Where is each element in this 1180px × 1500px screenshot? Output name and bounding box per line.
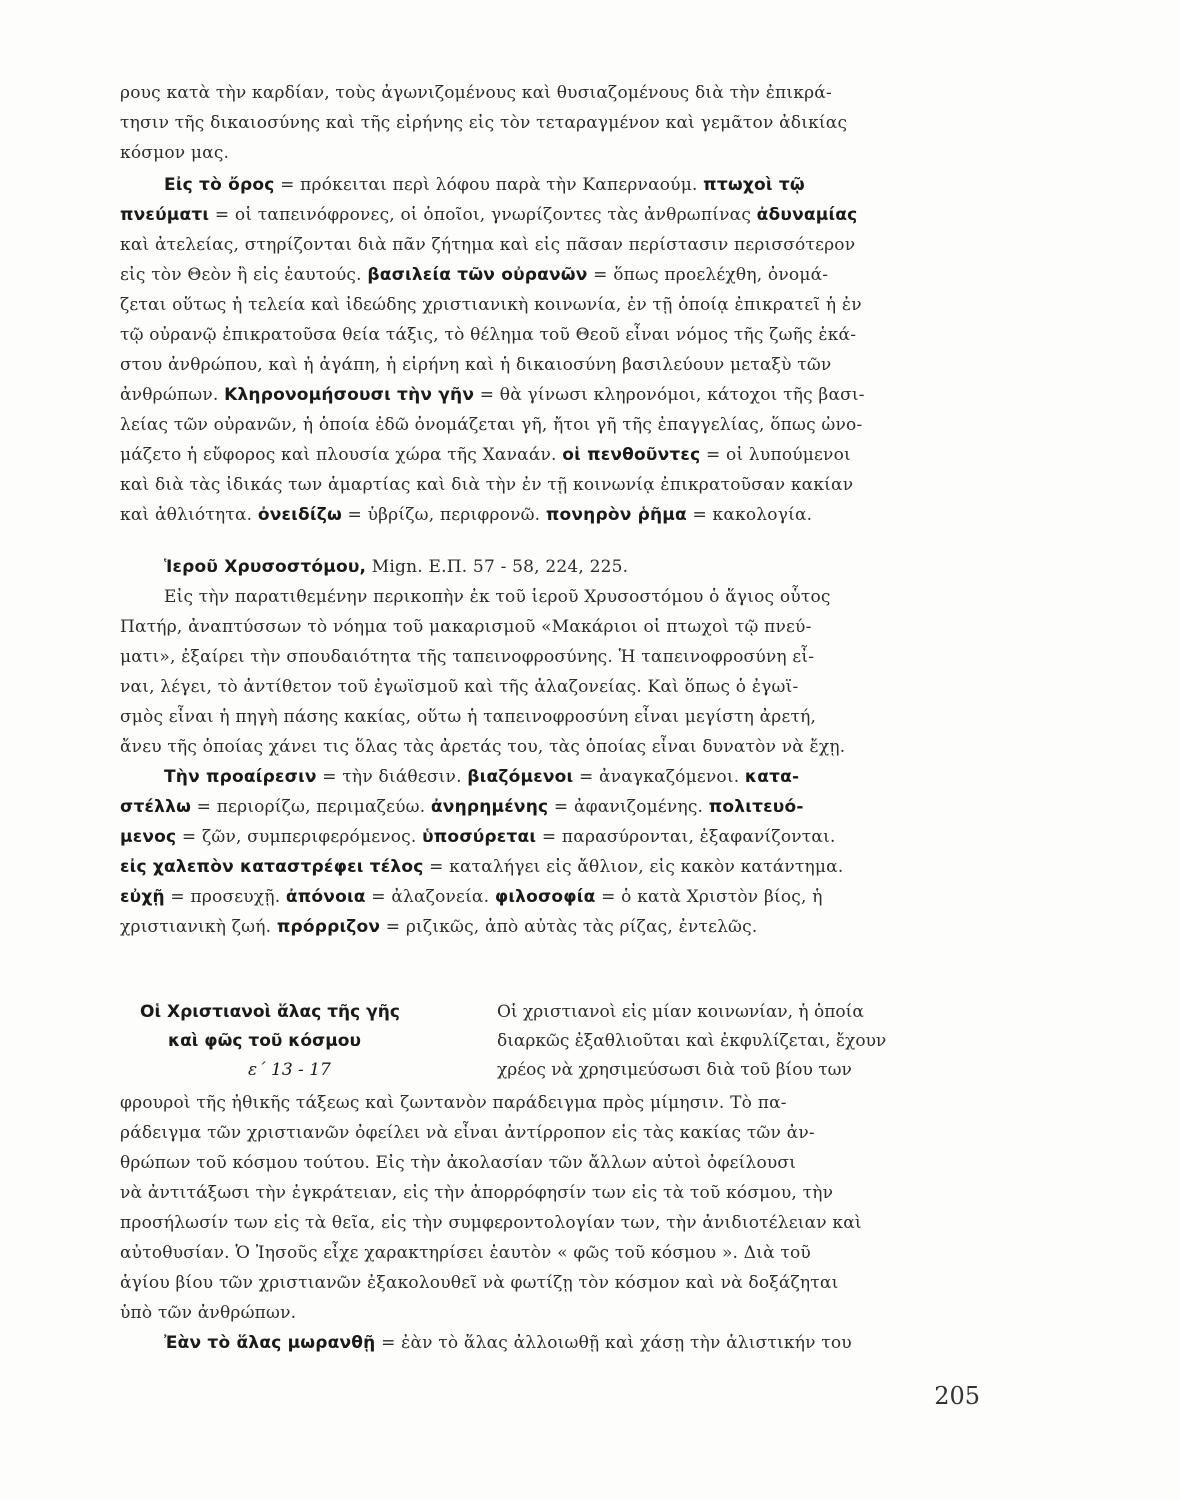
term: βασιλεία τῶν οὐρανῶν bbox=[367, 265, 588, 285]
text-line: ράδειγμα τῶν χριστιανῶν ὀφείλει νὰ εἶναι ἀντίρροπον εἰς τὰς κακίας τῶν ἀν- bbox=[120, 1123, 815, 1143]
definition: μάζετο ἡ εὔφορος καὶ πλουσία χώρα τῆς Χαναάν. bbox=[120, 445, 563, 465]
definition: = κακολογία. bbox=[686, 505, 813, 525]
text-line: αὐτοθυσίαν. Ὁ Ἰησοῦς εἶχε χαρακτηρίσει ἑαυτὸν « φῶς τοῦ κόσμου ». Διὰ τοῦ bbox=[120, 1243, 811, 1263]
intro-paragraph bbox=[120, 78, 990, 168]
glossary-line: καὶ ἀτελείας, στηρίζονται διὰ πᾶν ζήτημα καὶ εἰς πᾶσαν περίστασιν περισσότερον bbox=[120, 235, 856, 255]
term: εὐχῇ bbox=[120, 887, 165, 907]
glossary-line bbox=[120, 440, 990, 470]
text-line: ρους κατὰ τὴν καρδίαν, τοὺς ἀγωνιζομένους καὶ θυσιαζομένους διὰ τὴν ἐπικρά- bbox=[120, 83, 832, 103]
definition: = θὰ γίνωσι κληρονόμοι, κάτοχοι τῆς βασι- bbox=[474, 385, 865, 405]
term: πολιτευό- bbox=[708, 797, 804, 817]
section-heading-line-1: Οἱ Χριστιανοὶ ἅλας τῆς γῆς bbox=[140, 1002, 400, 1022]
glossary-line bbox=[120, 1328, 990, 1358]
term: βιαζόμενοι bbox=[467, 767, 574, 787]
glossary-line bbox=[120, 200, 990, 230]
text-line: ματι», ἐξαίρει τὴν σπουδαιότητα τῆς ταπεινοφροσύνης. Ἡ ταπεινοφροσύνη εἶ- bbox=[120, 647, 815, 667]
glossary-line bbox=[120, 852, 990, 882]
definition: = πρόκειται περὶ λόφου παρὰ τὴν Καπερναούμ. bbox=[274, 175, 704, 195]
text-line: ὑπὸ τῶν ἀνθρώπων. bbox=[120, 1303, 297, 1323]
glossary-line: στου ἀνθρώπου, καὶ ἡ ἀγάπη, ἡ εἰρήνη καὶ ἡ δικαιοσύνη βασιλεύουν μεταξὺ τῶν bbox=[120, 355, 832, 375]
definition: = ὅπως προελέχθη, ὀνομά- bbox=[587, 265, 829, 285]
term: κατα- bbox=[744, 767, 800, 787]
text-line: φρουροὶ τῆς ἠθικῆς τάξεως καὶ ζωντανὸν παράδειγμα πρὸς μίμησιν. Τὸ πα- bbox=[120, 1093, 787, 1113]
term: πτωχοὶ τῷ bbox=[703, 175, 805, 195]
term: φιλοσοφία bbox=[494, 887, 596, 907]
glossary-line bbox=[120, 380, 990, 410]
definition: = ὑβρίζω, περιφρονῶ. bbox=[341, 505, 546, 525]
term: στέλλω bbox=[120, 797, 192, 817]
text-line: ἁγίου βίου τῶν χριστιανῶν ἐξακολουθεῖ νὰ φωτίζῃ τὸν κόσμον καὶ νὰ δοξάζηται bbox=[120, 1273, 839, 1293]
text-line: σμὸς εἶναι ἡ πηγὴ πάσης κακίας, οὕτω ἡ ταπεινοφροσύνη εἶναι μεγίστη ἀρετή, bbox=[120, 707, 817, 727]
text-line: Εἰς τὴν παρατιθεμένην περικοπὴν ἐκ τοῦ ἱεροῦ Χρυσοστόμου ὁ ἅγιος οὗτος bbox=[164, 587, 831, 607]
text-line: χρέος νὰ χρησιμεύσωσι διὰ τοῦ βίου των bbox=[497, 1060, 852, 1080]
term: ὑποσύρεται bbox=[422, 827, 537, 847]
term: ἀδυναμίας bbox=[756, 205, 858, 225]
definition: εἰς τὸν Θεὸν ἢ εἰς ἑαυτούς. bbox=[120, 265, 368, 285]
text-line: ἄνευ τῆς ὁποίας χάνει τις ὅλας τὰς ἀρετάς του, τὰς ὁποίας εἶναι δυνατὸν νὰ ἔχῃ. bbox=[120, 737, 846, 757]
term: ὀνειδίζω bbox=[257, 505, 342, 525]
verse-reference: ε΄ 13 - 17 bbox=[248, 1060, 331, 1080]
term: εἰς χαλεπὸν καταστρέφει τέλος bbox=[120, 857, 424, 877]
term: πρόρριζον bbox=[276, 917, 381, 937]
definition: = ζῶν, συμπεριφερόμενος. bbox=[176, 827, 423, 847]
glossary-line bbox=[120, 762, 990, 792]
section-heading-line-2: καὶ φῶς τοῦ κόσμου bbox=[168, 1031, 361, 1051]
glossary-section-2 bbox=[120, 762, 990, 942]
glossary-section-1 bbox=[120, 170, 990, 530]
definition: = προσευχῇ. bbox=[164, 887, 286, 907]
definition: = παρασύρονται, ἐξαφανίζονται. bbox=[536, 827, 836, 847]
definition: = ριζικῶς, ἀπὸ αὐτὰς τὰς ρίζας, ἐντελῶς. bbox=[380, 917, 758, 937]
glossary-line bbox=[120, 882, 990, 912]
term: πονηρὸν ῥῆμα bbox=[545, 505, 687, 525]
glossary-line: καὶ διὰ τὰς ἰδικάς των ἁμαρτίας καὶ διὰ τὴν ἐν τῇ κοινωνίᾳ ἐπικρατοῦσαν κακίαν bbox=[120, 475, 854, 495]
definition: = ἀλαζονεία. bbox=[365, 887, 495, 907]
term: οἱ πενθοῦντες bbox=[562, 445, 701, 465]
definition: = ἀναγκαζόμενοι. bbox=[573, 767, 745, 787]
text-line: τησιν τῆς δικαιοσύνης καὶ τῆς εἰρήνης εἰς τὸν τεταραγμένον καὶ γεμᾶτον ἀδικίας bbox=[120, 113, 848, 133]
text-line: κόσμον μας. bbox=[120, 143, 230, 163]
author-name: Ἱεροῦ Χρυσοστόμου, bbox=[164, 557, 367, 577]
term: ἀνηρημένης bbox=[430, 797, 549, 817]
glossary-line bbox=[120, 822, 990, 852]
term: Κληρονομήσουσι τὴν γῆν bbox=[224, 385, 475, 405]
page-number: 205 bbox=[934, 1382, 980, 1410]
term: ἀπόνοια bbox=[285, 887, 366, 907]
glossary-line bbox=[120, 912, 990, 942]
text-line: προσήλωσίν των εἰς τὰ θεῖα, εἰς τὴν συμφεροντολογίαν των, τὴν ἀνιδιοτέλειαν καὶ bbox=[120, 1213, 862, 1233]
definition: καὶ ἀθλιότητα. bbox=[120, 505, 258, 525]
glossary-line bbox=[120, 260, 990, 290]
term: Εἰς τὸ ὄρος bbox=[164, 175, 275, 195]
glossary-line: λείας τῶν οὐρανῶν, ἡ ὁποία ἐδῶ ὀνομάζεται γῆ, ἤτοι γῆ τῆς ἐπαγγελίας, ὅπως ὠνο- bbox=[120, 415, 863, 435]
text-line: θρώπων τοῦ κόσμου τούτου. Εἰς τὴν ἀκολασίαν τῶν ἄλλων αὐτοὶ ὀφείλουσι bbox=[120, 1153, 797, 1173]
text-line: νὰ ἀντιτάξωσι τὴν ἐγκράτειαν, εἰς τὴν ἀπορρόφησίν των εἰς τὰ τοῦ κόσμου, τὴν bbox=[120, 1183, 834, 1203]
term: πνεύματι bbox=[120, 205, 210, 225]
definition: = ἐὰν τὸ ἅλας ἀλλοιωθῇ καὶ χάσῃ τὴν ἁλιστικήν του bbox=[375, 1333, 852, 1353]
term: μενος bbox=[120, 827, 177, 847]
term: Ἐὰν τὸ ἅλας μωρανθῇ bbox=[164, 1333, 376, 1353]
definition: = τὴν διάθεσιν. bbox=[316, 767, 468, 787]
source-reference: Mign. E.Π. 57 - 58, 224, 225. bbox=[366, 557, 629, 577]
section-title bbox=[120, 552, 990, 582]
definition: = καταλήγει εἰς ἄθλιον, εἰς κακὸν κατάντημα. bbox=[423, 857, 844, 877]
text-line: Πατήρ, ἀναπτύσσων τὸ νόημα τοῦ μακαρισμοῦ «Μακάριοι οἱ πτωχοὶ τῷ πνεύ- bbox=[120, 617, 812, 637]
text-line: διαρκῶς ἐξαθλιοῦται καὶ ἐκφυλίζεται, ἔχουν bbox=[497, 1031, 887, 1051]
definition: = περιορίζω, περιμαζεύω. bbox=[191, 797, 431, 817]
glossary-line: τῷ οὐρανῷ ἐπικρατοῦσα θεία τάξις, τὸ θέλημα τοῦ Θεοῦ εἶναι νόμος τῆς ζωῆς ἑκά- bbox=[120, 325, 857, 345]
glossary-line: ζεται οὕτως ἡ τελεία καὶ ἰδεώδης χριστιανικὴ κοινωνία, ἐν τῇ ὁποίᾳ ἐπικρατεῖ ἡ ἐν bbox=[120, 295, 862, 315]
definition: = ἀφανιζομένης. bbox=[548, 797, 709, 817]
definition: = οἱ λυπούμενοι bbox=[700, 445, 851, 465]
section-2-body bbox=[120, 1088, 990, 1358]
chrysostom-section bbox=[120, 552, 990, 762]
definition: ἀνθρώπων. bbox=[120, 385, 225, 405]
text-line: ναι, λέγει, τὸ ἀντίθετον τοῦ ἐγωϊσμοῦ καὶ τῆς ἀλαζονείας. Καὶ ὅπως ὁ ἐγωϊ- bbox=[120, 677, 799, 697]
definition: = ὁ κατὰ Χριστὸν βίος, ἡ bbox=[595, 887, 823, 907]
definition: χριστιανικὴ ζωή. bbox=[120, 917, 277, 937]
term: Τὴν προαίρεσιν bbox=[164, 767, 317, 787]
section-heading-row bbox=[140, 997, 990, 1087]
text-line: Οἱ χριστιανοὶ εἰς μίαν κοινωνίαν, ἡ ὁποία bbox=[497, 1002, 864, 1022]
glossary-line bbox=[120, 500, 990, 530]
glossary-line bbox=[120, 792, 990, 822]
definition: = οἱ ταπεινόφρονες, οἱ ὁποῖοι, γνωρίζοντες τὰς ἀνθρωπίνας bbox=[209, 205, 757, 225]
glossary-line bbox=[120, 170, 990, 200]
